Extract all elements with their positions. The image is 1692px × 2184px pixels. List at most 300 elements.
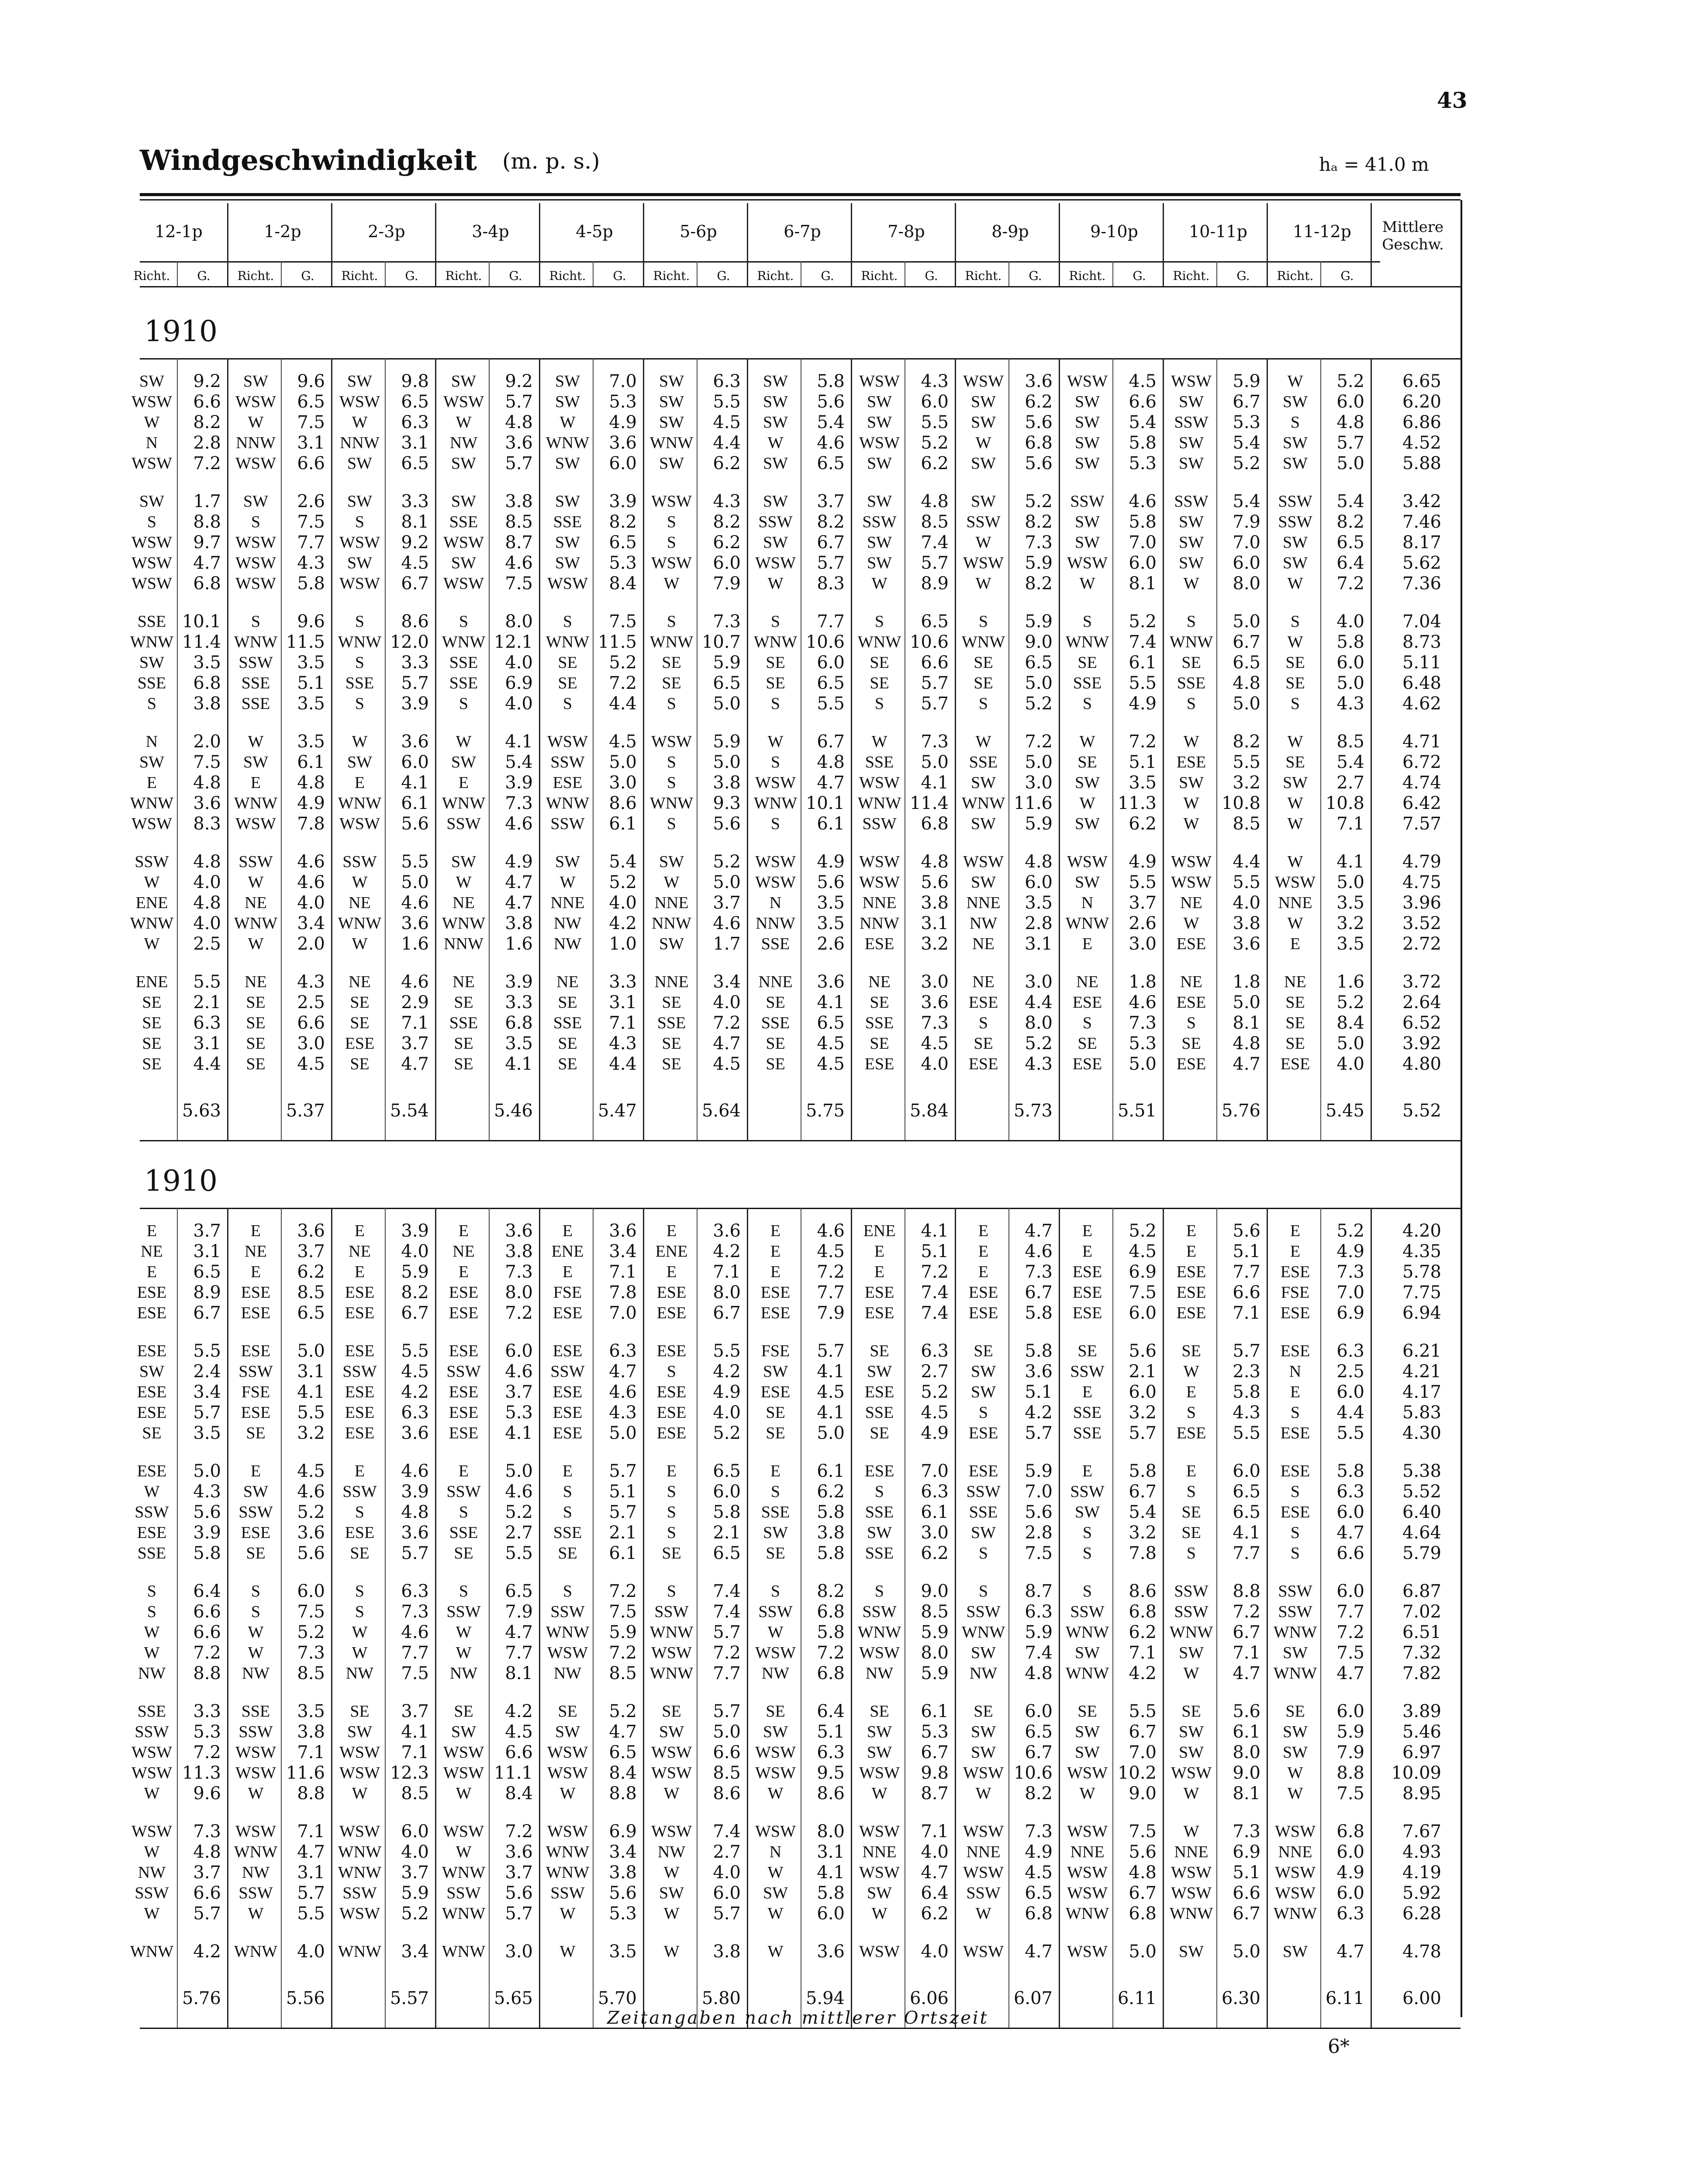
wind-direction: SSW <box>1174 413 1209 432</box>
wind-speed: 8.5 <box>921 512 949 532</box>
wind-speed: 3.2 <box>297 1423 325 1443</box>
wind-direction: FSE <box>761 1342 790 1360</box>
wind-speed: 5.5 <box>713 392 741 412</box>
wind-speed: 1.6 <box>1336 972 1364 992</box>
wind-direction: SSW <box>966 1482 1001 1501</box>
wind-speed: 4.4 <box>713 433 741 453</box>
wind-speed: 4.6 <box>505 814 533 834</box>
wind-speed: 4.6 <box>297 872 325 892</box>
wind-direction: SSW <box>1070 1482 1105 1501</box>
wind-speed: 8.0 <box>921 1643 949 1663</box>
wind-speed: 6.0 <box>1336 1581 1364 1601</box>
wind-speed: 2.1 <box>193 992 221 1013</box>
wind-direction: NE <box>972 973 994 991</box>
wind-direction: SSW <box>1278 513 1312 531</box>
wind-speed: 5.2 <box>297 1502 325 1522</box>
wind-speed: 6.5 <box>817 1013 845 1033</box>
wind-direction: SE <box>142 1424 162 1442</box>
wind-direction: WSW <box>1275 1884 1316 1902</box>
wind-direction: SSW <box>342 1482 377 1501</box>
wind-direction: SW <box>971 1524 996 1542</box>
wind-speed: 7.9 <box>1233 512 1260 532</box>
wind-direction: SE <box>1181 1342 1201 1360</box>
wind-speed: 4.9 <box>1129 852 1157 872</box>
wind-speed: 11.1 <box>494 1763 533 1783</box>
wind-speed: 5.0 <box>401 872 429 892</box>
wind-speed: 5.6 <box>1025 453 1053 473</box>
wind-speed: 3.9 <box>609 491 637 511</box>
wind-direction: SW <box>971 873 996 892</box>
wind-direction: ESE <box>656 1383 687 1401</box>
wind-speed: 5.1 <box>297 673 325 693</box>
wind-direction: S <box>251 513 261 531</box>
wind-speed: 5.6 <box>1129 1341 1157 1361</box>
wind-speed: 7.1 <box>401 1742 429 1762</box>
wind-direction: SW <box>1179 434 1204 452</box>
wind-direction: S <box>1082 1544 1092 1562</box>
wind-direction: W <box>559 1904 576 1923</box>
wind-speed: 5.1 <box>609 1482 637 1502</box>
wind-direction: W <box>1079 794 1095 812</box>
wind-speed: 5.0 <box>609 1423 637 1443</box>
wind-direction: WNW <box>961 794 1005 812</box>
wind-direction: NNE <box>862 1843 897 1861</box>
wind-direction: S <box>1290 1524 1300 1542</box>
wind-direction: WSW <box>443 574 484 593</box>
wind-speed: 5.9 <box>609 1622 637 1642</box>
wind-speed: 6.5 <box>401 392 429 412</box>
wind-direction: W <box>456 1843 472 1861</box>
wind-speed: 5.7 <box>1233 1341 1260 1361</box>
wind-speed: 3.6 <box>297 1221 325 1241</box>
wind-direction: W <box>767 574 784 593</box>
wind-speed: 7.1 <box>921 1821 949 1842</box>
wind-speed: 9.5 <box>817 1763 845 1783</box>
wind-speed: 8.2 <box>401 1282 429 1303</box>
wind-speed: 3.5 <box>817 893 845 913</box>
wind-speed: 3.5 <box>193 1423 221 1443</box>
wind-direction: S <box>147 695 157 713</box>
wind-speed: 6.7 <box>401 1303 429 1323</box>
wind-speed: 5.1 <box>1233 1863 1260 1883</box>
wind-direction: WSW <box>235 393 276 411</box>
wind-direction: ESE <box>345 1304 375 1322</box>
wind-speed: 7.5 <box>609 1602 637 1622</box>
wind-speed: 6.0 <box>1336 1502 1364 1522</box>
wind-direction: SW <box>763 533 788 552</box>
wind-direction: ESE <box>656 1342 687 1360</box>
wind-speed: 6.5 <box>1233 1482 1260 1502</box>
wind-direction: W <box>456 873 472 892</box>
wind-direction: NE <box>452 894 475 912</box>
wind-speed: 7.2 <box>1336 1622 1364 1642</box>
wind-direction: SE <box>558 993 577 1012</box>
wind-direction: WNW <box>961 633 1005 651</box>
wind-speed: 4.8 <box>297 773 325 793</box>
wind-direction: SW <box>971 492 996 511</box>
wind-speed: 4.6 <box>1129 992 1157 1013</box>
column-header: 9-10p <box>1090 222 1138 241</box>
section-rule <box>140 1208 1461 1209</box>
column-divider <box>593 358 594 1140</box>
wind-speed: 6.6 <box>1233 1282 1260 1303</box>
wind-speed: 5.1 <box>1025 1382 1053 1402</box>
wind-direction: N <box>769 894 782 912</box>
wind-direction: ESE <box>968 1424 998 1442</box>
wind-direction: W <box>559 1942 576 1961</box>
wind-speed: 5.8 <box>1025 1341 1053 1361</box>
wind-direction: NW <box>553 914 582 933</box>
wind-speed: 8.5 <box>1233 814 1260 834</box>
column-divider <box>227 203 228 286</box>
wind-speed: 6.0 <box>1336 392 1364 412</box>
wind-speed: 4.9 <box>1336 1863 1364 1883</box>
wind-speed: 8.5 <box>297 1663 325 1683</box>
wind-speed: 4.2 <box>193 1942 221 1962</box>
wind-speed: 4.8 <box>1233 1033 1260 1054</box>
wind-speed: 7.2 <box>817 1643 845 1663</box>
column-divider <box>1371 358 1372 1140</box>
sub-label-speed: G. <box>821 269 834 283</box>
daily-mean-speed: 7.02 <box>1402 1602 1441 1622</box>
wind-direction: WSW <box>1171 372 1212 390</box>
wind-direction: S <box>770 815 780 833</box>
wind-speed: 7.0 <box>1129 532 1157 553</box>
wind-direction: E <box>458 1462 469 1480</box>
wind-direction: WSW <box>547 1764 588 1782</box>
wind-speed: 6.7 <box>401 574 429 594</box>
wind-speed: 6.0 <box>713 1482 741 1502</box>
wind-direction: WSW <box>859 774 900 792</box>
wind-speed: 8.0 <box>1233 574 1260 594</box>
wind-speed: 4.8 <box>505 412 533 432</box>
wind-speed: 4.9 <box>505 852 533 872</box>
wind-speed: 7.1 <box>609 1013 637 1033</box>
wind-direction: WSW <box>339 574 380 593</box>
wind-direction: SE <box>766 1403 785 1422</box>
daily-mean-speed: 6.52 <box>1402 1013 1441 1033</box>
wind-speed: 5.0 <box>921 752 949 772</box>
wind-direction: SSE <box>657 1014 686 1032</box>
wind-speed: 5.0 <box>193 1461 221 1481</box>
wind-direction: S <box>355 1503 365 1521</box>
wind-speed: 3.5 <box>297 1701 325 1721</box>
wind-direction: NE <box>452 1242 475 1261</box>
wind-speed: 5.9 <box>1025 1461 1053 1481</box>
wind-direction: ESE <box>656 1424 687 1442</box>
wind-direction: SSW <box>550 1362 585 1381</box>
column-divider <box>177 261 178 286</box>
wind-speed: 6.5 <box>713 1543 741 1563</box>
wind-speed: 6.6 <box>713 1742 741 1762</box>
wind-direction: W <box>663 1942 680 1961</box>
wind-speed: 6.8 <box>193 673 221 693</box>
wind-direction: SE <box>246 1014 266 1032</box>
wind-speed: 4.5 <box>609 732 637 752</box>
wind-direction: S <box>666 533 677 552</box>
wind-speed: 3.1 <box>297 433 325 453</box>
wind-direction: SW <box>451 454 476 473</box>
column-divider <box>1059 203 1060 286</box>
wind-speed: 3.9 <box>401 694 429 714</box>
wind-direction: NNW <box>756 914 795 933</box>
wind-direction: SE <box>1285 1014 1305 1032</box>
wind-direction: E <box>146 1263 157 1281</box>
daily-mean-speed: 7.36 <box>1402 574 1441 594</box>
wind-direction: S <box>666 1524 677 1542</box>
wind-direction: SE <box>870 1342 889 1360</box>
wind-speed: 2.6 <box>817 934 845 954</box>
wind-speed: 7.7 <box>1336 1602 1364 1622</box>
wind-speed: 3.7 <box>505 1382 533 1402</box>
wind-speed: 4.7 <box>401 1054 429 1074</box>
wind-speed: 7.9 <box>713 574 741 594</box>
wind-speed: 9.2 <box>401 532 429 553</box>
wind-speed: 8.5 <box>505 512 533 532</box>
wind-direction: E <box>978 1222 989 1240</box>
wind-speed: 6.7 <box>817 732 845 752</box>
wind-direction: SSE <box>137 612 166 631</box>
wind-direction: NE <box>972 935 994 953</box>
wind-direction: WNW <box>234 633 278 651</box>
wind-speed: 4.6 <box>713 913 741 933</box>
wind-speed: 8.8 <box>297 1783 325 1804</box>
wind-speed: 1.6 <box>505 934 533 954</box>
wind-direction: SE <box>1285 1702 1305 1721</box>
wind-speed: 5.5 <box>401 852 429 872</box>
wind-speed: 3.4 <box>713 972 741 992</box>
wind-speed: 3.8 <box>817 1523 845 1543</box>
wind-direction: SSE <box>241 674 270 692</box>
wind-direction: ESE <box>552 1403 583 1422</box>
hourly-mean-speed: 5.70 <box>597 1988 637 2008</box>
wind-direction: WSW <box>651 1644 692 1662</box>
wind-direction: NW <box>761 1664 790 1683</box>
wind-speed: 6.8 <box>817 1602 845 1622</box>
wind-speed: 3.5 <box>505 1033 533 1054</box>
wind-speed: 11.5 <box>286 632 325 652</box>
mean-speed-header: Mittlere Geschw. <box>1382 218 1444 253</box>
wind-speed: 4.5 <box>713 1054 741 1074</box>
sub-label-speed: G. <box>197 269 211 283</box>
wind-direction: WNW <box>546 1843 590 1861</box>
wind-speed: 2.7 <box>921 1362 949 1382</box>
wind-direction: SW <box>659 1723 684 1741</box>
wind-speed: 3.7 <box>401 1701 429 1721</box>
wind-direction: SE <box>142 993 162 1012</box>
wind-speed: 7.8 <box>1129 1543 1157 1563</box>
wind-speed: 6.3 <box>1336 1341 1364 1361</box>
wind-direction: SW <box>451 372 476 390</box>
wind-speed: 5.5 <box>921 412 949 432</box>
wind-direction: SSE <box>761 935 790 953</box>
column-divider <box>435 358 436 1140</box>
wind-direction: SSE <box>865 753 894 771</box>
wind-direction: SW <box>243 1482 268 1501</box>
daily-mean-speed: 6.20 <box>1402 392 1441 412</box>
wind-direction: SE <box>662 653 681 672</box>
wind-direction: SE <box>558 1055 577 1073</box>
wind-direction: WSW <box>443 1822 484 1841</box>
wind-speed: 6.7 <box>921 1742 949 1762</box>
wind-speed: 6.7 <box>1233 1622 1260 1642</box>
wind-speed: 3.0 <box>609 773 637 793</box>
wind-speed: 5.0 <box>1025 752 1053 772</box>
wind-speed: 8.1 <box>401 512 429 532</box>
wind-speed: 5.3 <box>609 392 637 412</box>
wind-direction: SW <box>347 372 372 390</box>
wind-direction: WSW <box>859 372 900 390</box>
wind-speed: 5.2 <box>609 653 637 673</box>
wind-speed: 4.7 <box>297 1842 325 1862</box>
wind-speed: 6.0 <box>401 752 429 772</box>
sub-label-speed: G. <box>1236 269 1250 283</box>
top-rule <box>140 193 1461 196</box>
wind-direction: SE <box>974 1034 993 1053</box>
wind-direction: SSE <box>969 753 998 771</box>
wind-speed: 5.8 <box>1233 1382 1260 1402</box>
wind-direction: SW <box>971 815 996 833</box>
wind-direction: W <box>663 574 680 593</box>
wind-speed: 3.4 <box>609 1241 637 1261</box>
column-divider <box>955 203 956 286</box>
wind-direction: W <box>1287 1784 1303 1803</box>
wind-direction: ESE <box>137 1342 167 1360</box>
hourly-mean-speed: 5.46 <box>494 1101 533 1121</box>
wind-direction: W <box>248 1904 264 1923</box>
wind-speed: 9.0 <box>1233 1763 1260 1783</box>
wind-direction: WNW <box>1273 1623 1317 1641</box>
wind-direction: SW <box>451 492 476 511</box>
wind-direction: W <box>248 1623 264 1641</box>
wind-direction: E <box>354 1462 365 1480</box>
wind-direction: SW <box>1179 1644 1204 1662</box>
wind-speed: 5.2 <box>297 1622 325 1642</box>
wind-speed: 3.0 <box>505 1942 533 1962</box>
wind-speed: 5.6 <box>193 1502 221 1522</box>
wind-direction: E <box>978 1263 989 1281</box>
wind-speed: 5.7 <box>193 1904 221 1924</box>
wind-speed: 4.5 <box>1129 1241 1157 1261</box>
wind-speed: 3.6 <box>1025 371 1053 391</box>
wind-speed: 5.0 <box>1336 673 1364 693</box>
wind-direction: S <box>563 1482 573 1501</box>
wind-direction: NW <box>449 1664 478 1683</box>
wind-speed: 3.8 <box>505 491 533 511</box>
wind-direction: S <box>459 1582 469 1600</box>
wind-direction: W <box>1183 794 1199 812</box>
wind-speed: 4.8 <box>1025 1663 1053 1683</box>
wind-speed: 7.7 <box>297 532 325 553</box>
wind-direction: NW <box>865 1664 894 1683</box>
wind-speed: 5.9 <box>401 1262 429 1282</box>
wind-direction: W <box>1287 853 1303 871</box>
wind-direction: S <box>459 1503 469 1521</box>
wind-direction: E <box>458 1263 469 1281</box>
wind-direction: WNW <box>649 1664 694 1683</box>
wind-speed: 5.2 <box>609 1701 637 1721</box>
wind-direction: ESE <box>552 774 583 792</box>
wind-direction: E <box>146 1222 157 1240</box>
wind-direction: NW <box>449 434 478 452</box>
wind-speed: 3.8 <box>505 913 533 933</box>
wind-speed: 7.3 <box>505 1262 533 1282</box>
wind-direction: SW <box>1179 513 1204 531</box>
wind-speed: 4.5 <box>921 1033 949 1054</box>
wind-direction: WSW <box>755 554 796 572</box>
wind-speed: 3.8 <box>193 694 221 714</box>
wind-speed: 6.0 <box>713 1883 741 1903</box>
wind-speed: 6.2 <box>1129 814 1157 834</box>
wind-speed: 5.5 <box>505 1543 533 1563</box>
wind-speed: 5.5 <box>1233 872 1260 892</box>
wind-direction: E <box>1082 935 1093 953</box>
wind-speed: 4.0 <box>505 653 533 673</box>
wind-direction: W <box>1183 914 1199 933</box>
wind-speed: 7.2 <box>1025 732 1053 752</box>
wind-direction: NNE <box>966 1843 1001 1861</box>
wind-direction: SE <box>974 674 993 692</box>
column-divider <box>1059 1208 1060 2028</box>
page-title: Windgeschwindigkeit <box>140 144 477 177</box>
wind-speed: 8.0 <box>713 1282 741 1303</box>
wind-direction: SSE <box>1073 1424 1102 1442</box>
wind-direction: S <box>874 1582 884 1600</box>
wind-direction: S <box>666 1482 677 1501</box>
wind-direction: ESE <box>1280 1263 1310 1281</box>
wind-speed: 8.4 <box>505 1783 533 1804</box>
wind-direction: WSW <box>859 853 900 871</box>
wind-direction: SE <box>1181 1503 1201 1521</box>
wind-speed: 4.4 <box>609 694 637 714</box>
wind-speed: 3.0 <box>297 1033 325 1054</box>
wind-speed: 3.1 <box>297 1362 325 1382</box>
wind-direction: W <box>1183 1784 1199 1803</box>
daily-mean-speed: 7.46 <box>1402 512 1441 532</box>
daily-mean-speed: 6.87 <box>1402 1581 1441 1601</box>
unit-label: (m. p. s.) <box>502 149 600 174</box>
wind-speed: 7.4 <box>1025 1643 1053 1663</box>
wind-speed: 6.2 <box>297 1262 325 1282</box>
wind-direction: SE <box>1181 653 1201 672</box>
wind-speed: 6.5 <box>505 1581 533 1601</box>
wind-direction: WSW <box>1171 1884 1212 1902</box>
wind-speed: 4.6 <box>505 1482 533 1502</box>
wind-speed: 6.0 <box>1336 653 1364 673</box>
wind-direction: WNW <box>857 633 901 651</box>
wind-speed: 7.5 <box>1129 1282 1157 1303</box>
wind-direction: ESE <box>1176 993 1206 1012</box>
wind-direction: W <box>1287 574 1303 593</box>
wind-speed: 5.0 <box>1233 612 1260 632</box>
wind-direction: ESE <box>760 1304 791 1322</box>
wind-speed: 5.2 <box>921 1382 949 1402</box>
wind-speed: 3.0 <box>1129 934 1157 954</box>
wind-direction: W <box>1079 733 1095 751</box>
wind-speed: 7.3 <box>1025 532 1053 553</box>
wind-direction: WSW <box>963 1822 1004 1841</box>
wind-direction: SSE <box>553 1014 582 1032</box>
wind-speed: 4.1 <box>921 1221 949 1241</box>
wind-direction: N <box>769 1843 782 1861</box>
wind-speed: 6.8 <box>193 574 221 594</box>
wind-direction: ESE <box>552 1304 583 1322</box>
wind-speed: 7.3 <box>1025 1821 1053 1842</box>
wind-speed: 7.5 <box>297 1602 325 1622</box>
wind-direction: S <box>874 612 884 631</box>
section-year: 1910 <box>144 1164 218 1198</box>
wind-direction: S <box>666 815 677 833</box>
